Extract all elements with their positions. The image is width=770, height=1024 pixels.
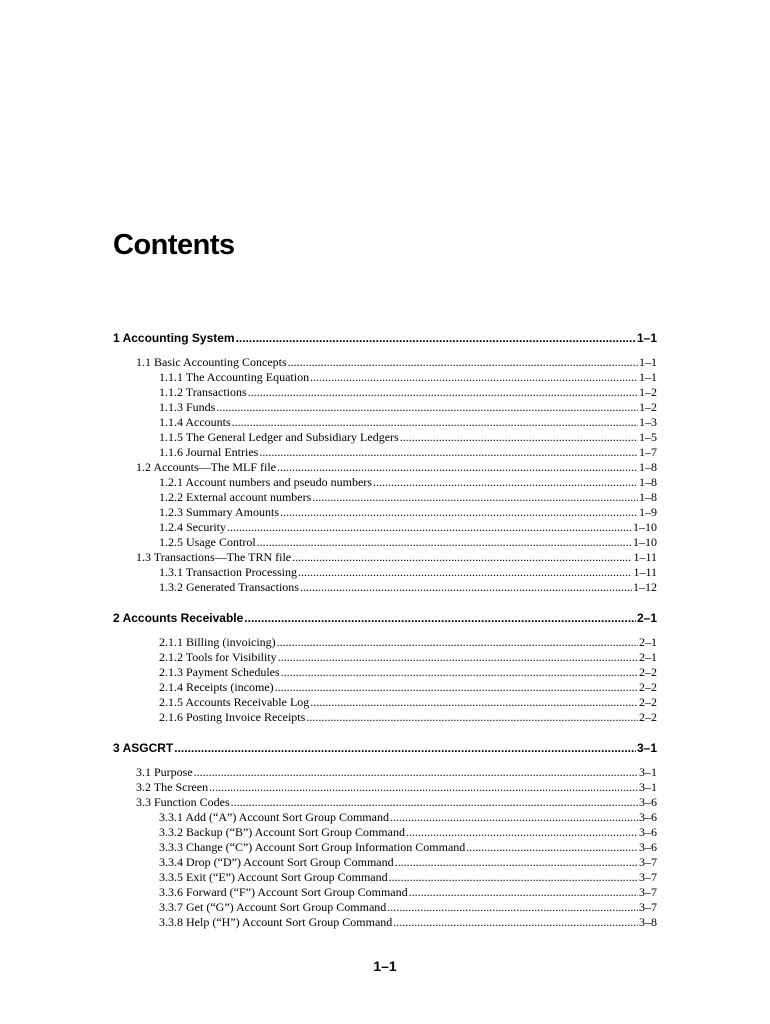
toc-section-entry[interactable]: [113, 765, 657, 780]
toc-subsection-entry[interactable]: [113, 565, 657, 580]
toc-entry-page: 1–8: [639, 475, 657, 489]
toc-subsection-entry[interactable]: [113, 825, 657, 840]
toc-entry-page: 2–2: [639, 710, 657, 724]
toc-section-entry[interactable]: [113, 460, 657, 475]
toc-dot-leader: [312, 490, 638, 505]
toc-dot-leader: [231, 795, 638, 810]
toc-entry-label: 1 Accounting System: [113, 331, 235, 345]
toc-entry-page: 2–1: [639, 635, 657, 649]
toc-entry-label: 2.1.6 Posting Invoice Receipts: [159, 710, 306, 724]
toc-dot-leader: [277, 635, 638, 650]
toc-entry-label: 3 ASGCRT: [113, 741, 174, 755]
toc-subsection-entry[interactable]: [113, 490, 657, 505]
toc-dot-leader: [389, 870, 638, 885]
toc-dot-leader: [310, 370, 638, 385]
toc-entry-page: 2–1: [639, 650, 657, 664]
toc-dot-leader: [281, 665, 638, 680]
toc-dot-leader: [174, 739, 636, 757]
toc-dot-leader: [466, 840, 638, 855]
toc-section-entry[interactable]: [113, 550, 657, 565]
toc-entry-page: 1–2: [639, 385, 657, 399]
toc-entry-label: 1.3.2 Generated Transactions: [159, 580, 299, 594]
toc-entry-page: 3–8: [639, 915, 657, 929]
toc-dot-leader: [310, 695, 638, 710]
toc-dot-leader: [257, 535, 632, 550]
toc-dot-leader: [194, 765, 638, 780]
toc-subsection-entry[interactable]: [113, 370, 657, 385]
toc-entry-page: 1–2: [639, 400, 657, 414]
toc-entry-label: 3.3 Function Codes: [136, 795, 230, 809]
toc-subsection-entry[interactable]: [113, 710, 657, 725]
toc-section-entry[interactable]: [113, 795, 657, 810]
toc-entry-label: 1.1.6 Journal Entries: [159, 445, 259, 459]
toc-entry-page: 1–11: [633, 550, 657, 564]
toc-entry-label: 1.1 Basic Accounting Concepts: [136, 355, 287, 369]
toc-dot-leader: [387, 900, 638, 915]
toc-entry-label: 1.2.1 Account numbers and pseudo numbers: [159, 475, 372, 489]
toc-entry-label: 3.3.1 Add (“A”) Account Sort Group Command: [159, 810, 389, 824]
toc-entry-label: 3.3.8 Help (“H”) Account Sort Group Command: [159, 915, 393, 929]
toc-entry-page: 3–1: [639, 780, 657, 794]
toc-entry-page: 1–8: [639, 460, 657, 474]
toc-dot-leader: [227, 520, 632, 535]
toc-entry-page: 1–1: [639, 355, 657, 369]
toc-entry-page: 3–7: [639, 885, 657, 899]
toc-entry-label: 2.1.3 Payment Schedules: [159, 665, 280, 679]
toc-dot-leader: [288, 355, 638, 370]
toc-entry-label: 1.1.4 Accounts: [159, 415, 231, 429]
toc-entry-page: 1–9: [639, 505, 657, 519]
toc-subsection-entry[interactable]: [113, 810, 657, 825]
toc-subsection-entry[interactable]: [113, 385, 657, 400]
toc-section-entry[interactable]: [113, 355, 657, 370]
toc-entry-page: 3–6: [639, 810, 657, 824]
toc-subsection-entry[interactable]: [113, 885, 657, 900]
toc-entry-label: 1.1.5 The General Ledger and Subsidiary Ledgers: [159, 430, 399, 444]
toc-subsection-entry[interactable]: [113, 870, 657, 885]
toc-entry-label: 1.2.2 External account numbers: [159, 490, 312, 504]
toc-subsection-entry[interactable]: [113, 900, 657, 915]
toc-entry-page: 1–5: [639, 430, 657, 444]
toc-dot-leader: [395, 855, 638, 870]
toc-dot-leader: [248, 385, 638, 400]
toc-subsection-entry[interactable]: [113, 650, 657, 665]
toc-dot-leader: [306, 710, 638, 725]
toc-subsection-entry[interactable]: [113, 430, 657, 445]
toc-dot-leader: [209, 780, 638, 795]
toc-dot-leader: [232, 415, 638, 430]
toc-dot-leader: [259, 445, 638, 460]
toc-entry-label: 1.2.5 Usage Control: [159, 535, 256, 549]
toc-entry-page: 1–7: [639, 445, 657, 459]
toc-subsection-entry[interactable]: [113, 505, 657, 520]
table-of-contents: [113, 329, 657, 930]
toc-entry-label: 1.3 Transactions—The TRN file: [136, 550, 292, 564]
toc-entry-label: 2.1.1 Billing (invoicing): [159, 635, 276, 649]
toc-entry-label: 3.3.5 Exit (“E”) Account Sort Group Command: [159, 870, 388, 884]
toc-entry-page: 1–1: [636, 331, 657, 345]
toc-subsection-entry[interactable]: [113, 445, 657, 460]
toc-entry-page: 3–1: [636, 741, 657, 755]
toc-entry-page: 3–7: [639, 900, 657, 914]
toc-entry-label: 2 Accounts Receivable: [113, 611, 244, 625]
toc-dot-leader: [278, 650, 638, 665]
toc-dot-leader: [280, 505, 638, 520]
toc-entry-page: 3–7: [639, 855, 657, 869]
toc-entry-page: 2–2: [639, 680, 657, 694]
toc-dot-leader: [373, 475, 638, 490]
page-number: 1–1: [373, 958, 397, 974]
toc-subsection-entry[interactable]: [113, 695, 657, 710]
toc-entry-page: 3–7: [639, 870, 657, 884]
toc-entry-label: 1.2.4 Security: [159, 520, 226, 534]
toc-dot-leader: [275, 680, 638, 695]
toc-entry-page: 2–2: [639, 695, 657, 709]
toc-dot-leader: [300, 580, 632, 595]
toc-entry-page: 1–3: [639, 415, 657, 429]
toc-dot-leader: [216, 400, 638, 415]
toc-section-entry[interactable]: [113, 780, 657, 795]
toc-entry-page: 2–2: [639, 665, 657, 679]
toc-chapter-entry[interactable]: [113, 739, 657, 757]
toc-chapter-entry[interactable]: [113, 329, 657, 347]
toc-entry-page: 2–1: [636, 611, 657, 625]
toc-entry-page: 3–6: [639, 840, 657, 854]
toc-entry-page: 1–1: [639, 370, 657, 384]
toc-entry-label: 3.3.6 Forward (“F”) Account Sort Group Command: [159, 885, 408, 899]
toc-subsection-entry[interactable]: [113, 635, 657, 650]
toc-entry-label: 2.1.5 Accounts Receivable Log: [159, 695, 310, 709]
toc-entry-label: 2.1.2 Tools for Visibility: [159, 650, 277, 664]
toc-subsection-entry[interactable]: [113, 535, 657, 550]
toc-subsection-entry[interactable]: [113, 855, 657, 870]
toc-subsection-entry[interactable]: [113, 580, 657, 595]
toc-dot-leader: [409, 885, 638, 900]
toc-entry-label: 3.1 Purpose: [136, 765, 193, 779]
toc-dot-leader: [400, 430, 638, 445]
toc-entry-page: 1–12: [633, 580, 657, 594]
toc-dot-leader: [390, 810, 638, 825]
toc-entry-page: 3–6: [639, 795, 657, 809]
toc-subsection-entry[interactable]: [113, 400, 657, 415]
toc-dot-leader: [406, 825, 638, 840]
toc-entry-label: 2.1.4 Receipts (income): [159, 680, 274, 694]
toc-entry-label: 1.2.3 Summary Amounts: [159, 505, 280, 519]
page-title: Contents: [113, 229, 235, 261]
toc-entry-page: 1–10: [633, 520, 657, 534]
toc-entry-page: 3–6: [639, 825, 657, 839]
toc-dot-leader: [298, 565, 632, 580]
toc-entry-label: 3.3.4 Drop (“D”) Account Sort Group Command: [159, 855, 394, 869]
toc-entry-label: 1.3.1 Transaction Processing: [159, 565, 297, 579]
toc-chapter-entry[interactable]: [113, 609, 657, 627]
toc-dot-leader: [244, 609, 636, 627]
toc-dot-leader: [292, 550, 632, 565]
toc-entry-label: 1.2 Accounts—The MLF file: [136, 460, 276, 474]
toc-entry-label: 3.3.3 Change (“C”) Account Sort Group Information Command: [159, 840, 466, 854]
toc-subsection-entry[interactable]: [113, 840, 657, 855]
toc-dot-leader: [277, 460, 638, 475]
toc-entry-label: 1.1.3 Funds: [159, 400, 216, 414]
toc-entry-page: 1–8: [639, 490, 657, 504]
toc-entry-page: 3–1: [639, 765, 657, 779]
toc-dot-leader: [393, 915, 638, 930]
toc-subsection-entry[interactable]: [113, 520, 657, 535]
toc-entry-label: 3.3.2 Backup (“B”) Account Sort Group Command: [159, 825, 405, 839]
toc-dot-leader: [236, 329, 636, 347]
toc-subsection-entry[interactable]: [113, 915, 657, 930]
toc-entry-label: 1.1.1 The Accounting Equation: [159, 370, 310, 384]
toc-entry-label: 3.2 The Screen: [136, 780, 209, 794]
toc-subsection-entry[interactable]: [113, 475, 657, 490]
toc-entry-page: 1–10: [633, 535, 657, 549]
toc-entry-label: 3.3.7 Get (“G”) Account Sort Group Command: [159, 900, 387, 914]
toc-subsection-entry[interactable]: [113, 680, 657, 695]
toc-subsection-entry[interactable]: [113, 415, 657, 430]
toc-entry-page: 1–11: [633, 565, 657, 579]
toc-entry-label: 1.1.2 Transactions: [159, 385, 247, 399]
toc-subsection-entry[interactable]: [113, 665, 657, 680]
